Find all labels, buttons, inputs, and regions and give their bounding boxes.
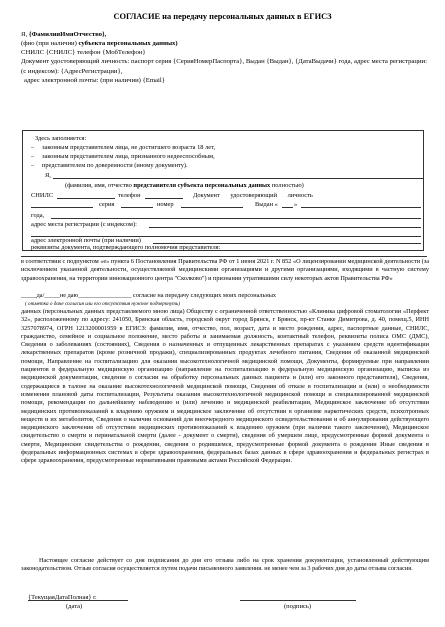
date-underline bbox=[28, 600, 128, 601]
consent-choice-rest: даю_________________ согласие на передачу следующих моих персональных bbox=[67, 292, 277, 299]
subject-snils-phone: СНИЛС {СНИЛС} телефон {МобТелефон} bbox=[21, 49, 146, 56]
consent-choice-note: ( отметка о даче согласия или его отсутствия нужное подчеркнуть) bbox=[25, 301, 181, 307]
signature-field[interactable] bbox=[240, 600, 356, 601]
box-bullet-1 bbox=[31, 144, 215, 152]
rep-doc-type-field[interactable] bbox=[31, 207, 93, 208]
rep-issued-day-field[interactable] bbox=[282, 207, 293, 208]
subject-caption-bold: субъекта персональных данных) bbox=[78, 40, 178, 47]
rep-number-label: номер bbox=[157, 201, 174, 208]
rep-phone-label: телефон bbox=[118, 192, 141, 199]
rep-ya: Я, bbox=[45, 172, 51, 179]
bullet-text: законным представителем лица, не достигшего возраста 18 лет, bbox=[42, 144, 216, 151]
rep-requisites-label: реквизиты документа, подтверждающего полномочия представителя: bbox=[31, 244, 221, 251]
caption-suffix: полностью) bbox=[270, 182, 304, 189]
box-bullet-2 bbox=[31, 153, 215, 161]
consent-preamble: в соответствии с подпунктом «е» пункта 6 Постановления Правительства РФ от 1 июня 2021 г. N 852 «О лицензировании медицинской деятельности (за исключением указанной деятельности, осуществляемой медицинскими организациями и другими организациями, входящими в частную систему здравоохранения, на территории инновационного центра "Сколково") и признании утратившими силу некоторых актов Правительства РФ» bbox=[21, 258, 429, 282]
rep-email-label: адрес электронной почты (при наличии) bbox=[31, 237, 141, 244]
dash-icon: – bbox=[31, 162, 35, 169]
rep-number-field[interactable] bbox=[181, 207, 243, 208]
date-caption: (дата) bbox=[66, 603, 83, 610]
box-heading: Здесь заполняется: bbox=[35, 135, 87, 142]
consent-body: данных (персональных данных представляемого мною лица) Обществу с ограниченной ответственностью «Клиника цифровой стоматологии «Перфект 32», расположенному по адресу: 241050, Брянская область, городской округ город Брянск, г Брянск, пр-кт Станке Димитрова, д. 40, помещ.5, ИНН 3257078974, ОГРН 1213200001959 в ЕГИСЗ: фамилия, имя, отчество, пол, возраст, дата и место рождения, адрес, паспортные данные, СНИЛС, гражданство, семейное и социальное положение, место работы и занимаемая должность, контактный телефон, реквизиты полиса ОМС (ДМС), Сведения о заболеваниях (состояниях), Сведения о назначенных и отпущенных лекарственных препаратах с указанием средств идентификации лекарственных препаратов (кроме розничной продажи), специализированных продуктах лечебного питания, Сведения об оказанной медицинской помощи, Направление на госпитализацию для оказания высокотехнологичной медицинской помощи, Документы, формируемые при направлении пациентов в федеральную медицинскую организацию (направление на госпитализацию в федеральную медицинскую организацию, выписка из медицинской документации, сведения о согласии на обработку персональных данных пациента и (или) его законного представителя), Сведения, содержащиеся в талоне на оказание высокотехнологичной медицинской помощи, Сведения об отказе в госпитализации и (или) о необходимости изменения плановой даты госпитализации, Результаты оказания высокотехнологичной медицинской помощи и специализированной медицинской помощи, рекомендации по дальнейшему наблюдению и (или) лечению и медицинской реабилитации, Медицинское заключение об отсутствии медицинских противопоказаний к владению оружием и медицинское заключение об отсутствии в организме наркотических средств, психотропных веществ и их метаболитов, Сведения о наличии оснований для внеочередного медицинского освидетельствования и об аннулировании действующего медицинского заключения об отсутствии медицинских противопоказаний к владению оружием (при наличии такого заключения), Медицинское свидетельство о смерти и перинатальной смерти (далее - документ о смерти), сведения об умершем лице, предусмотренные формой документа о смерти, Медицинские свидетельства о рождении, сведения о родившемся, предусмотренные формой документа о рождении Иные сведения в федеральных информационных системах в сфере здравоохранения, федеральных базах данных в сфере здравоохранения и федеральных регистрах в сфере здравоохранения, предусмотренные нормативными правовыми актами Российской Федерации. bbox=[21, 308, 429, 465]
subject-caption bbox=[21, 39, 178, 48]
subject-email: адрес электронной почты: (при наличии) {Email} bbox=[24, 77, 165, 84]
rep-series-label: серия bbox=[99, 201, 115, 208]
rep-doc-label: Документ удостоверяющий личность bbox=[193, 192, 313, 199]
subject-name: {ФамилияИмяОтчество}, bbox=[28, 31, 107, 38]
box-bullet-3 bbox=[31, 162, 188, 170]
bullet-text: законным представителем лица, признанного недееспособным, bbox=[42, 153, 215, 160]
rep-year-field[interactable] bbox=[51, 218, 421, 219]
signature-date: {ТекущаяДатаПолная} г. bbox=[28, 594, 97, 601]
subject-prefix: Я, bbox=[21, 31, 29, 38]
rep-phone-field[interactable] bbox=[145, 198, 183, 199]
signature-caption: (подпись) bbox=[284, 603, 311, 610]
rep-address-label: адрес места регистрации (с индексом): bbox=[31, 221, 137, 228]
divider-line bbox=[21, 256, 427, 257]
rep-address-field[interactable] bbox=[149, 227, 421, 228]
rep-issued-label: Выдан « bbox=[255, 201, 278, 208]
rep-fio-caption bbox=[65, 182, 304, 190]
rep-snils-field[interactable] bbox=[57, 198, 115, 199]
rep-fio-line[interactable] bbox=[53, 178, 423, 179]
subject-caption-note: (фио (при наличии) bbox=[21, 40, 79, 47]
rep-issued-close: » bbox=[294, 201, 298, 208]
consent-yes-no[interactable]: _____да/_____не bbox=[21, 292, 67, 299]
subject-document: Документ удостоверяющий личность: паспорт серия {СерияНомерПаспорта}, Выдан {Выдан}, {ДатаВыдачи} года, адрес места регистрации: (с индексом): {АдресРегистрации}, bbox=[21, 58, 427, 75]
dash-icon: – bbox=[31, 153, 35, 160]
rep-year-label: года, bbox=[31, 212, 45, 219]
rep-requisites-field[interactable] bbox=[233, 250, 421, 251]
consent-choice-line bbox=[21, 291, 276, 300]
dash-icon: – bbox=[31, 144, 35, 151]
rep-series-field[interactable] bbox=[121, 207, 153, 208]
consent-final: Настоящее согласие действует со дня подписания до дня его отзыва либо на срок хранения документации, установленный действующим законодательством. Отзыв согласия осуществляется путем подачи письменного заявления. не менее чем за 3 рабочих дня до даты отзыва согласия. bbox=[21, 557, 429, 573]
representative-box bbox=[22, 130, 424, 251]
caption-prefix: (фамилия, имя, отчество bbox=[65, 182, 134, 189]
bullet-text: представителем по доверенности (иному документу). bbox=[42, 162, 188, 169]
rep-issued-field[interactable] bbox=[301, 207, 421, 208]
document-title: СОГЛАСИЕ на передачу персональных данных в ЕГИСЗ bbox=[113, 12, 332, 21]
rep-snils-label: СНИЛС bbox=[31, 192, 54, 199]
subject-name-line bbox=[21, 30, 106, 39]
caption-bold: представителя субъекта персональных данных bbox=[133, 182, 271, 189]
